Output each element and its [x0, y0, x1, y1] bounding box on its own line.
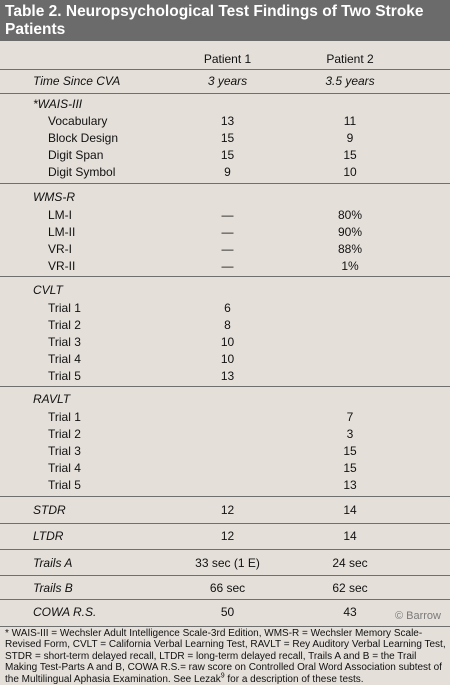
table-row: [0, 556, 450, 573]
row-label: Trial 4: [48, 352, 81, 366]
patient-2-value: 13: [343, 478, 357, 492]
section-label: RAVLT: [33, 392, 71, 406]
table-row: [0, 352, 450, 369]
table-row: [0, 114, 450, 131]
row-label: COWA R.S.: [33, 605, 97, 619]
footnote: [5, 628, 447, 685]
row-divider: [0, 183, 450, 184]
row-label: Trial 3: [48, 335, 81, 349]
table-row: [0, 165, 450, 182]
patient-2-value: 3: [346, 427, 354, 441]
patient-2-value: 10: [343, 165, 357, 179]
patient-2-value: 1%: [341, 259, 359, 273]
row-label: LM-I: [48, 208, 72, 222]
patient-1-value: 13: [220, 114, 235, 128]
table-row: [0, 410, 450, 427]
patient-1-value: 50: [220, 605, 235, 619]
section-header: [0, 190, 450, 207]
patient-2-value: 90%: [337, 225, 363, 239]
row-divider: [0, 575, 450, 576]
row-label: LTDR: [33, 529, 64, 543]
section-header: [0, 392, 450, 409]
column-header-patient-1: Patient 1: [203, 52, 252, 66]
row-divider: [0, 93, 450, 94]
row-label: Trial 2: [48, 318, 81, 332]
table-row: [0, 478, 450, 495]
barrow-watermark: © Barrow: [394, 610, 441, 622]
footnote-text-end: for a description of these tests.: [224, 673, 364, 685]
table-row: [0, 259, 450, 276]
table-row: [0, 208, 450, 225]
patient-2-value: 15: [343, 461, 357, 475]
patient-1-value: 15: [220, 131, 235, 145]
row-label: Trails A: [33, 556, 73, 570]
patient-2-value: 43: [343, 605, 357, 619]
title-bar: [0, 0, 450, 41]
row-divider: [0, 599, 450, 600]
table-bottom-rule: [0, 626, 450, 627]
table-row: [0, 335, 450, 352]
row-label: Trails B: [33, 581, 73, 595]
table-title: Table 2. Neuropsychological Test Findings of Two Stroke Patients: [5, 3, 424, 38]
patient-1-value: 10: [220, 352, 235, 366]
patient-2-value: 3.5 years: [325, 74, 375, 88]
patient-2-value: 14: [343, 503, 357, 517]
row-label: LM-II: [48, 225, 76, 239]
table-row: [0, 318, 450, 335]
patient-1-value: —: [221, 242, 234, 256]
row-label: Trial 1: [48, 301, 81, 315]
patient-1-value: 12: [220, 503, 235, 517]
row-label: Trial 5: [48, 369, 81, 383]
row-label: VR-I: [48, 242, 72, 256]
table-row: [0, 529, 450, 546]
patient-2-value: 14: [343, 529, 357, 543]
reference-number: 9: [220, 672, 225, 680]
row-label: Trial 4: [48, 461, 81, 475]
table-row: [0, 369, 450, 386]
table-row: [0, 427, 450, 444]
section-label: WMS-R: [33, 190, 75, 204]
row-divider: [0, 276, 450, 277]
patient-1-value: 8: [224, 318, 231, 332]
section-header: [0, 283, 450, 300]
patient-1-value: 33 sec (1 E): [195, 556, 260, 570]
table-row: [0, 225, 450, 242]
table-row: [0, 242, 450, 259]
row-label: Trial 1: [48, 410, 81, 424]
table-row: [0, 581, 450, 598]
patient-2-value: 11: [343, 114, 357, 128]
section-label: *WAIS-III: [33, 97, 83, 111]
patient-2-value: 9: [346, 131, 354, 145]
section-header: [0, 97, 450, 114]
row-label: Trial 2: [48, 427, 81, 441]
patient-1-value: 15: [220, 148, 235, 162]
table-row: [0, 503, 450, 520]
header-divider: [0, 69, 450, 70]
row-label: STDR: [33, 503, 66, 517]
table-row: [0, 605, 450, 622]
table-row: [0, 444, 450, 461]
patient-1-value: 9: [224, 165, 231, 179]
column-header-patient-2: Patient 2: [326, 52, 374, 66]
patient-1-value: —: [221, 259, 234, 273]
row-divider: [0, 523, 450, 524]
patient-2-value: 62 sec: [332, 581, 368, 595]
patient-2-value: 15: [343, 444, 357, 458]
footnote-text: * WAIS-III = Wechsler Adult Intelligence Scale-3rd Edition, WMS-R = Wechsler Memory Scale-Revised Form, CVLT = California Verbal Learning Test, RAVLT = Rey Auditory Verbal Learning Test, STDR = short-term delayed recall, LTDR = long-term delayed recall, Trails A and B = the Trail Making Test-Parts A and B, COWA R.S.= raw score on Controlled Oral Word Association subtest of the Multilingual Aphasia Examination. See Lezak: [5, 628, 446, 685]
patient-1-value: 6: [224, 301, 231, 315]
row-divider: [0, 496, 450, 497]
section-label: CVLT: [33, 283, 63, 297]
patient-2-value: 7: [346, 410, 354, 424]
patient-1-value: —: [221, 208, 234, 222]
patient-2-value: 15: [343, 148, 357, 162]
table-row: [0, 148, 450, 165]
patient-1-value: —: [221, 225, 234, 239]
row-label: Trial 3: [48, 444, 81, 458]
row-divider: [0, 386, 450, 387]
table-row: [0, 301, 450, 318]
patient-1-value: 3 years: [207, 74, 248, 88]
table-row: [0, 131, 450, 148]
patient-1-value: 12: [220, 529, 235, 543]
row-label: Time Since CVA: [33, 74, 121, 88]
row-label: Trial 5: [48, 478, 81, 492]
patient-1-value: 10: [220, 335, 235, 349]
table-row: [0, 74, 450, 91]
patient-2-value: 24 sec: [332, 556, 368, 570]
row-divider: [0, 549, 450, 550]
row-label: Vocabulary: [48, 114, 108, 128]
row-label: VR-II: [48, 259, 76, 273]
table-row: [0, 461, 450, 478]
row-label: Digit Symbol: [48, 165, 116, 179]
patient-1-value: 66 sec: [209, 581, 246, 595]
patient-2-value: 88%: [337, 242, 363, 256]
patient-1-value: 13: [220, 369, 235, 383]
row-label: Digit Span: [48, 148, 104, 162]
patient-2-value: 80%: [337, 208, 363, 222]
row-label: Block Design: [48, 131, 119, 145]
